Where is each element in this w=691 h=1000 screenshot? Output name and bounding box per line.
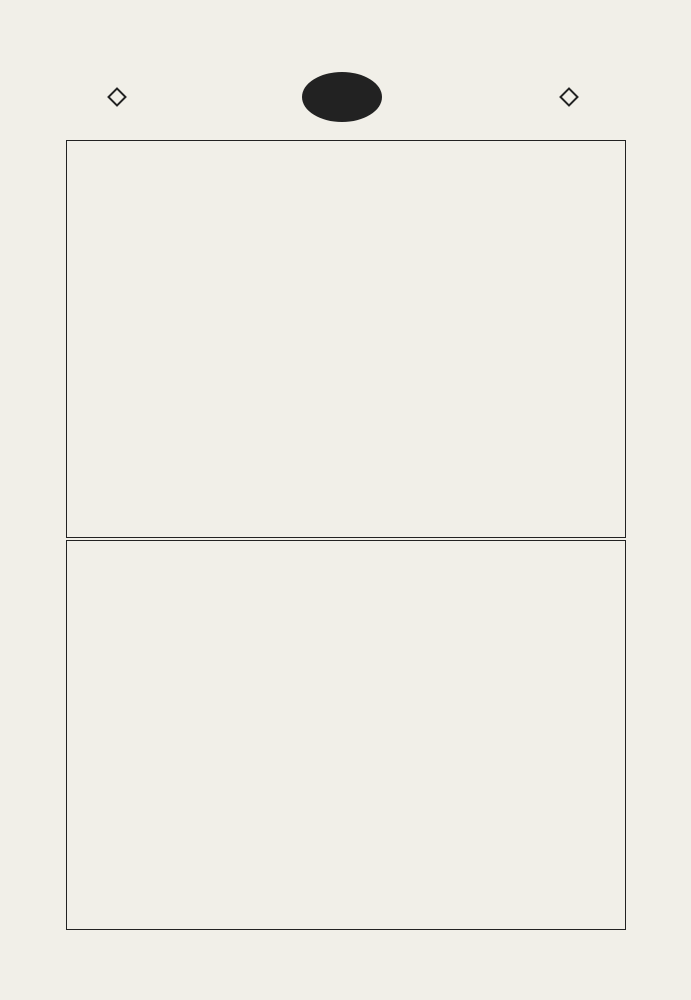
diamond-icon bbox=[107, 87, 127, 107]
page-header bbox=[110, 68, 590, 130]
diamond-icon bbox=[559, 87, 579, 107]
top-table bbox=[66, 140, 626, 538]
bottom-table bbox=[66, 540, 626, 930]
record-logo-icon bbox=[302, 72, 382, 122]
